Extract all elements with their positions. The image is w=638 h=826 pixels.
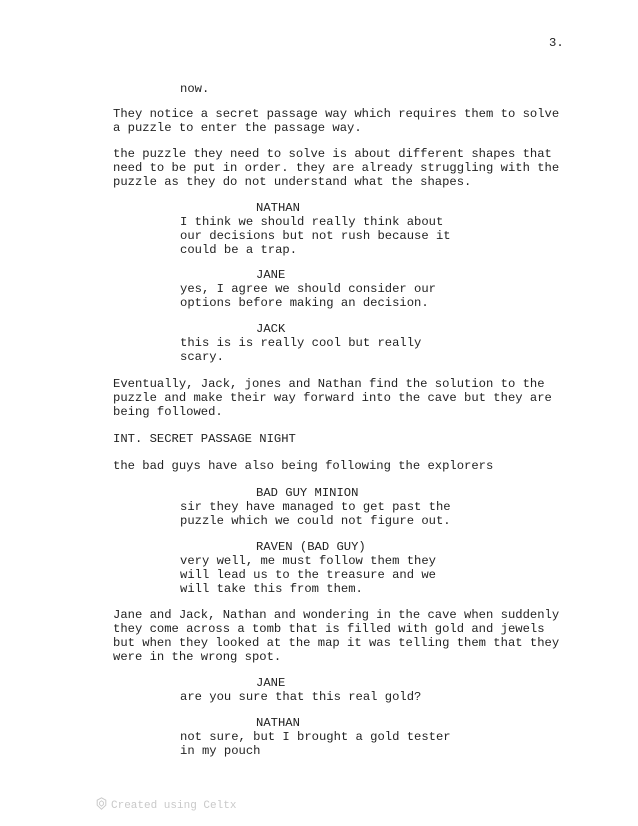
action-line: were in the wrong spot. [113, 650, 282, 664]
dialogue-line: not sure, but I brought a gold tester [180, 730, 451, 744]
page-number: 3. [549, 36, 564, 50]
dialogue-line: scary. [180, 350, 224, 364]
action-line: now. [180, 82, 210, 96]
action-line: need to be put in order. they are already struggling with the [113, 161, 560, 175]
action-line: Jane and Jack, Nathan and wondering in the cave when suddenly [113, 608, 560, 622]
dialogue-line: options before making an decision. [180, 296, 429, 310]
scene-heading: INT. SECRET PASSAGE NIGHT [113, 432, 296, 446]
dialogue-line: yes, I agree we should consider our [180, 282, 436, 296]
action-line: a puzzle to enter the passage way. [113, 121, 362, 135]
dialogue-line: I think we should really think about [180, 215, 444, 229]
dialogue-line: this is is really cool but really [180, 336, 422, 350]
dialogue-line: are you sure that this real gold? [180, 690, 422, 704]
character-name: JANE [256, 676, 286, 690]
action-line: the bad guys have also being following the explorers [113, 459, 494, 473]
character-name: BAD GUY MINION [256, 486, 359, 500]
celtx-watermark [96, 797, 236, 815]
character-name: NATHAN [256, 716, 300, 730]
character-name: RAVEN (BAD GUY) [256, 540, 366, 554]
action-line: puzzle as they do not understand what the shapes. [113, 175, 472, 189]
action-line: puzzle and make their way forward into the cave but they are [113, 391, 552, 405]
action-line: they come across a tomb that is filled with gold and jewels [113, 622, 545, 636]
action-line: but when they looked at the map it was telling them that they [113, 636, 560, 650]
dialogue-line: will lead us to the treasure and we [180, 568, 436, 582]
action-line: the puzzle they need to solve is about different shapes that [113, 147, 552, 161]
celtx-logo-icon [96, 797, 107, 815]
dialogue-line: our decisions but not rush because it [180, 229, 451, 243]
dialogue-line: sir they have managed to get past the [180, 500, 451, 514]
dialogue-line: puzzle which we could not figure out. [180, 514, 451, 528]
action-line: Eventually, Jack, jones and Nathan find the solution to the [113, 377, 545, 391]
character-name: JACK [256, 322, 286, 336]
character-name: NATHAN [256, 201, 300, 215]
dialogue-line: in my pouch [180, 744, 261, 758]
watermark-text: Created using Celtx [111, 800, 237, 812]
dialogue-line: will take this from them. [180, 582, 363, 596]
character-name: JANE [256, 268, 286, 282]
dialogue-line: very well, me must follow them they [180, 554, 436, 568]
action-line: being followed. [113, 405, 223, 419]
dialogue-line: could be a trap. [180, 243, 298, 257]
action-line: They notice a secret passage way which requires them to solve [113, 107, 560, 121]
